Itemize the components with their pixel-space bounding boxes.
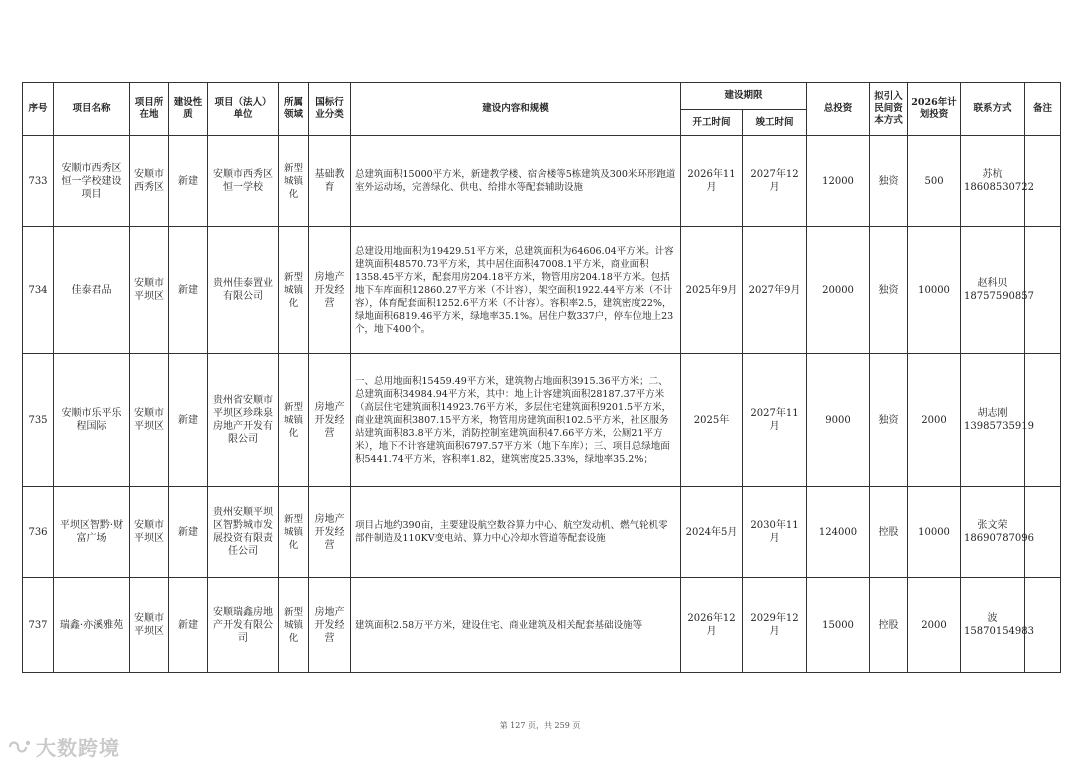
cell-plan2026: 2000 xyxy=(908,354,961,487)
cell-nature: 新建 xyxy=(169,487,208,578)
cell-contact: 波15870154983 xyxy=(961,578,1025,673)
cell-investment: 124000 xyxy=(807,487,870,578)
cell-plan2026: 2000 xyxy=(908,578,961,673)
cell-end: 2027年11月 xyxy=(743,354,807,487)
cell-content: 总建筑面积15000平方米，新建教学楼、宿舍楼等5栋建筑及300米环形跑道室外运动场，完善绿化、供电、给排水等配套辅助设施 xyxy=(351,136,681,227)
cell-location: 安顺市西秀区 xyxy=(130,136,169,227)
header-content: 建设内容和规模 xyxy=(351,83,681,136)
watermark-text: 大数跨境 xyxy=(36,736,120,760)
cell-end: 2027年12月 xyxy=(743,136,807,227)
header-industry: 国标行业分类 xyxy=(309,83,351,136)
cell-nature: 新建 xyxy=(169,354,208,487)
cell-start: 2025年 xyxy=(681,354,743,487)
header-remark: 备注 xyxy=(1025,83,1061,136)
cell-location: 安顺市平坝区 xyxy=(130,354,169,487)
cell-private-mode: 控股 xyxy=(870,578,908,673)
cell-location: 安顺市平坝区 xyxy=(130,578,169,673)
cell-unit: 贵州佳泰置业有限公司 xyxy=(208,227,279,354)
cell-end: 2027年9月 xyxy=(743,227,807,354)
cell-content: 建筑面积2.58万平方米，建设住宅、商业建筑及相关配套基础设施等 xyxy=(351,578,681,673)
cell-industry: 房地产开发经营 xyxy=(309,227,351,354)
cell-end: 2030年11月 xyxy=(743,487,807,578)
cell-name: 瑞鑫·亦溪雅苑 xyxy=(54,578,130,673)
cell-seq: 734 xyxy=(23,227,54,354)
cell-remark xyxy=(1025,487,1061,578)
cell-industry: 基础教育 xyxy=(309,136,351,227)
header-investment: 总投资 xyxy=(807,83,870,136)
watermark xyxy=(6,732,120,761)
cell-contact: 苏杭 18608530722 xyxy=(961,136,1025,227)
cell-plan2026: 500 xyxy=(908,136,961,227)
cell-field: 新型城镇化 xyxy=(279,354,309,487)
cell-plan2026: 10000 xyxy=(908,227,961,354)
cell-remark xyxy=(1025,578,1061,673)
header-nature: 建设性质 xyxy=(169,83,208,136)
cell-name: 安顺市西秀区恒一学校建设项目 xyxy=(54,136,130,227)
cell-industry: 房地产开发经营 xyxy=(309,354,351,487)
cell-private-mode: 独资 xyxy=(870,354,908,487)
header-seq: 序号 xyxy=(23,83,54,136)
cell-content: 项目占地约390亩，主要建设航空数谷算力中心、航空发动机、燃气轮机零部件制造及110KV变电站、算力中心冷却水管道等配套设施 xyxy=(351,487,681,578)
table-row xyxy=(23,354,1061,487)
cell-seq: 736 xyxy=(23,487,54,578)
cell-field: 新型城镇化 xyxy=(279,136,309,227)
table-row xyxy=(23,578,1061,673)
cell-private-mode: 控股 xyxy=(870,487,908,578)
cell-remark xyxy=(1025,136,1061,227)
table-row xyxy=(23,227,1061,354)
cell-unit: 贵州安顺平坝区智黔城市发展投资有限责任公司 xyxy=(208,487,279,578)
cell-unit: 安顺瑞鑫房地产开发有限公司 xyxy=(208,578,279,673)
cell-nature: 新建 xyxy=(169,227,208,354)
table-row xyxy=(23,136,1061,227)
header-private-mode: 拟引入民间资本方式 xyxy=(870,83,908,136)
cell-location: 安顺市平坝区 xyxy=(130,227,169,354)
cell-nature: 新建 xyxy=(169,578,208,673)
cell-field: 新型城镇化 xyxy=(279,227,309,354)
cell-investment: 20000 xyxy=(807,227,870,354)
cell-private-mode: 独资 xyxy=(870,136,908,227)
cell-investment: 12000 xyxy=(807,136,870,227)
cell-name: 安顺市乐平乐程国际 xyxy=(54,354,130,487)
cell-start: 2024年5月 xyxy=(681,487,743,578)
cell-industry: 房地产开发经营 xyxy=(309,578,351,673)
cell-field: 新型城镇化 xyxy=(279,578,309,673)
cell-unit: 贵州省安顺市平坝区珍珠泉房地产开发有限公司 xyxy=(208,354,279,487)
cell-seq: 737 xyxy=(23,578,54,673)
cell-name: 佳泰君品 xyxy=(54,227,130,354)
cell-field: 新型城镇化 xyxy=(279,487,309,578)
cell-unit: 安顺市西秀区恒一学校 xyxy=(208,136,279,227)
cell-name: 平坝区智黔·财富广场 xyxy=(54,487,130,578)
watermark-logo-icon xyxy=(6,737,32,757)
header-name: 项目名称 xyxy=(54,83,130,136)
cell-location: 安顺市平坝区 xyxy=(130,487,169,578)
cell-seq: 735 xyxy=(23,354,54,487)
cell-nature: 新建 xyxy=(169,136,208,227)
header-plan2026: 2026年计划投资 xyxy=(908,83,961,136)
header-contact: 联系方式 xyxy=(961,83,1025,136)
cell-seq: 733 xyxy=(23,136,54,227)
cell-investment: 9000 xyxy=(807,354,870,487)
header-field: 所属领域 xyxy=(279,83,309,136)
project-table-container xyxy=(22,82,1061,673)
cell-industry: 房地产开发经营 xyxy=(309,487,351,578)
header-unit: 项目（法人）单位 xyxy=(208,83,279,136)
header-location: 项目所在地 xyxy=(130,83,169,136)
header-start: 开工时间 xyxy=(681,110,743,136)
cell-plan2026: 10000 xyxy=(908,487,961,578)
cell-start: 2025年9月 xyxy=(681,227,743,354)
cell-remark xyxy=(1025,227,1061,354)
header-end: 竣工时间 xyxy=(743,110,807,136)
page-number: 第 127 页，共 259 页 xyxy=(499,721,581,730)
cell-content: 总建设用地面积为19429.51平方米，总建筑面积为64606.04平方米。计容建筑面积48570.73平方米，其中居住面积47008.1平方米，商业面积1358.45平方米，配套用房204.18平方米，物管用房204.18平方米。包括地下车库面积12860.27平方米（不计容），架空面积1922.44平方米（不计容），体育配套面积1252.6平方米（不计容）。容积率2.5，建筑密度22%，绿地面积6819.46平方米，绿地率35.1%。居住户数337户，停车位地上23个，地下400个。 xyxy=(351,227,681,354)
cell-start: 2026年12月 xyxy=(681,578,743,673)
cell-contact: 赵科贝 18757590857 xyxy=(961,227,1025,354)
project-table xyxy=(22,82,1061,673)
cell-end: 2029年12月 xyxy=(743,578,807,673)
header-period: 建设期限 xyxy=(681,83,807,110)
cell-investment: 15000 xyxy=(807,578,870,673)
cell-remark xyxy=(1025,354,1061,487)
cell-contact: 张文荣 18690787096 xyxy=(961,487,1025,578)
cell-start: 2026年11月 xyxy=(681,136,743,227)
table-row xyxy=(23,487,1061,578)
cell-content: 一、总用地面积15459.49平方米，建筑物占地面积3915.36平方米；二、总建筑面积34984.94平方米，其中：地上计容建筑面积28187.37平方米（高层住宅建筑面积14923.76平方米，多层住宅建筑面积9201.5平方米，商业建筑面积3807.15平方米，物管用房建筑面积102.5平方米，社区服务站建筑面积83.8平方米，消防控制室建筑面积47.66平方米，公厕21平方米），地下不计容建筑面积6797.57平方米（地下车库）；三、项目总绿地面积5441.74平方米，容积率1.82，建筑密度25.33%，绿地率35.2%； xyxy=(351,354,681,487)
cell-private-mode: 独资 xyxy=(870,227,908,354)
cell-contact: 胡志刚 13985735919 xyxy=(961,354,1025,487)
